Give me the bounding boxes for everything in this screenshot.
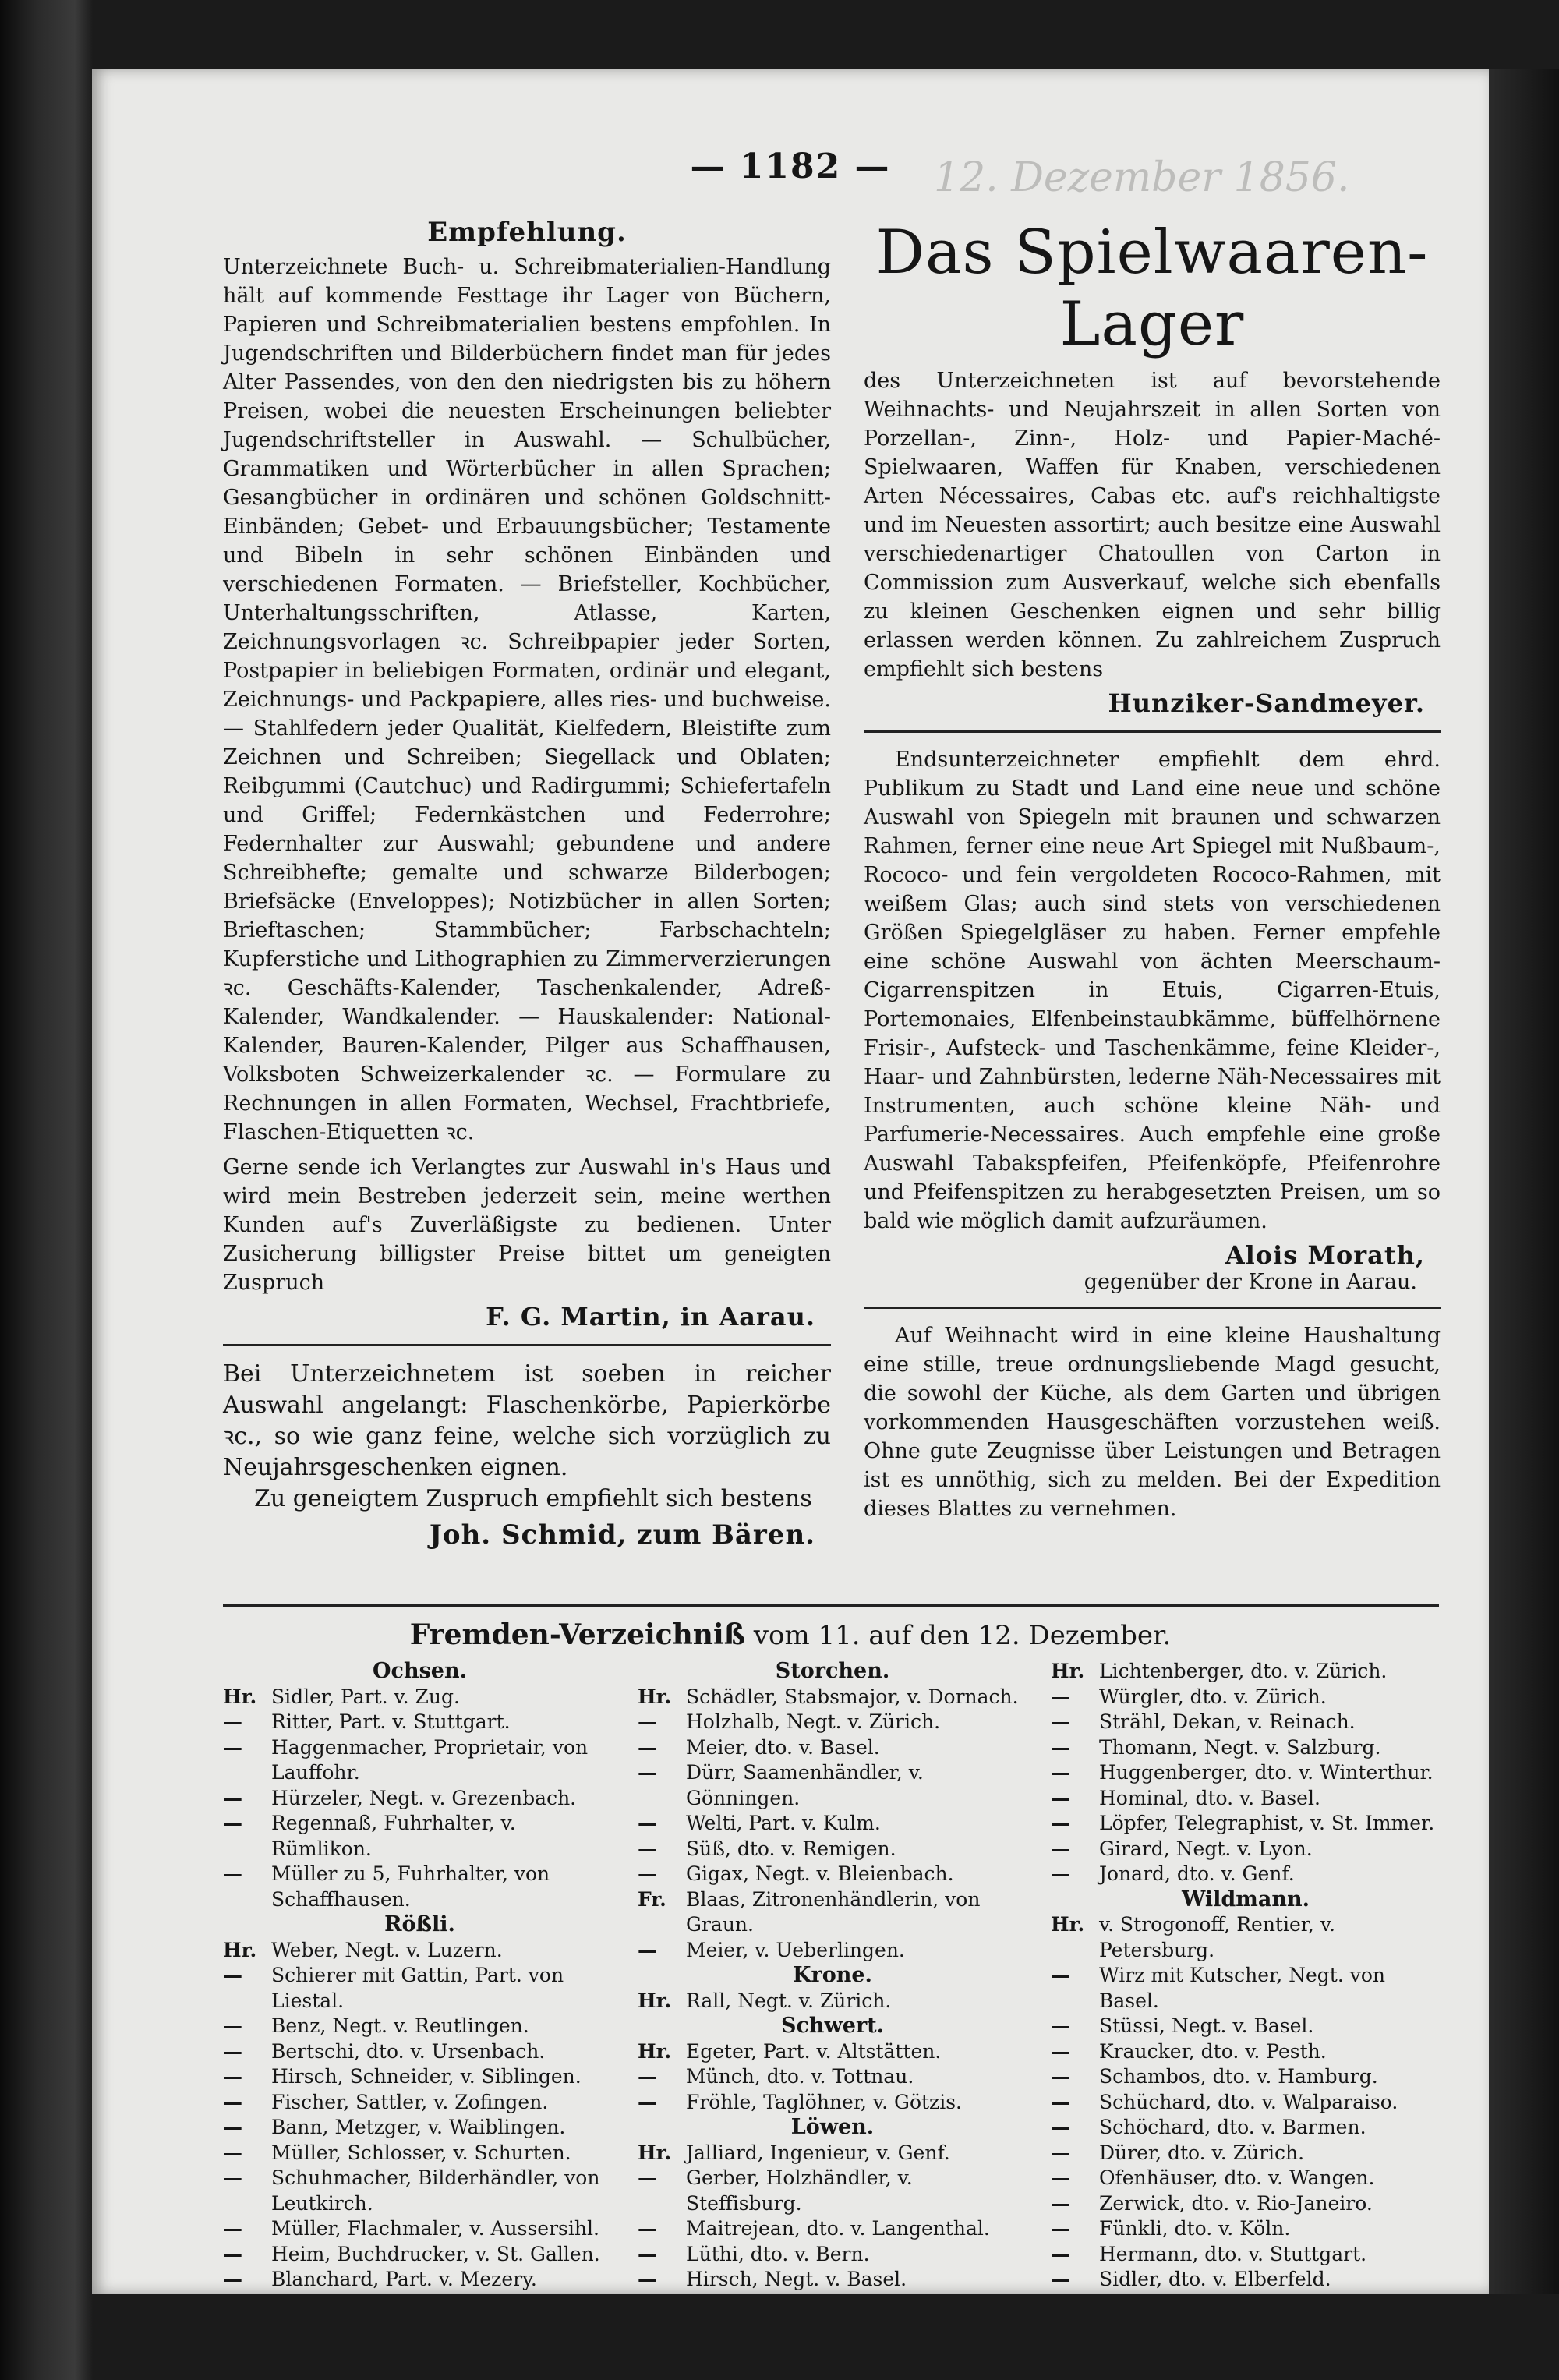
register-entry-text: Würgler, dto. v. Zürich. (1099, 1685, 1327, 1708)
register-entry (223, 1786, 617, 1812)
register-entry-prefix: Hr. (638, 1989, 672, 2012)
register-entry-prefix: — (223, 2116, 242, 2138)
register-entry-text: Jalliard, Ingenieur, v. Genf. (686, 2141, 950, 2164)
register-entry-prefix: — (638, 1710, 657, 1733)
register-entry (1051, 1963, 1441, 2014)
register-entry-prefix: Hr. (1051, 1913, 1085, 1936)
register-entry-prefix: — (1051, 2141, 1070, 2164)
register-entry-prefix: — (1051, 1837, 1070, 1860)
register-entry-prefix: — (223, 1786, 242, 1809)
ad-stationery (223, 217, 831, 1331)
ad-heading: Empfehlung. (427, 217, 627, 248)
register-entry (223, 2166, 617, 2216)
register-entry-prefix: — (223, 2242, 242, 2265)
register-entry-text: Zerwick, dto. v. Rio-Janeiro. (1099, 2191, 1373, 2215)
ad-closing: Gerne sende ich Verlangtes zur Auswahl in's Haus und wird mein Bestreben jederzeit sein, meine werthen Kunden auf's Zuverläßigste zu bedienen. Unter Zusicherung billigster Preise bittet um geneigten Zuspruch (223, 1155, 831, 1295)
register-entry-text: v. Strogonoff, Rentier, v. Petersburg. (1099, 1913, 1335, 1961)
register-entry-prefix: — (223, 1735, 242, 1759)
register-entry (1051, 2039, 1441, 2065)
register-entry (1051, 2267, 1441, 2293)
register-entry-text: Fünkli, dto. v. Köln. (1099, 2217, 1291, 2240)
register-entry-text: Hominal, dto. v. Basel. (1099, 1786, 1320, 1809)
register-title-date: vom 11. auf den 12. Dezember. (753, 1620, 1172, 1651)
register-entry (1051, 1837, 1441, 1862)
register-entry (638, 2064, 1027, 2090)
register-entry-prefix: — (638, 2090, 657, 2113)
register-inn-heading: Wildmann. (1182, 1887, 1310, 1911)
register-entry-text: Schambos, dto. v. Hamburg. (1099, 2065, 1378, 2088)
register-entry-text: Schuhmacher, Bilderhändler, von Leutkirch. (271, 2166, 600, 2215)
register-entry-text: Löpfer, Telegraphist, v. St. Immer. (1099, 1812, 1435, 1834)
register-entry (638, 1938, 1027, 1964)
page-edge-shadow (1489, 69, 1559, 2294)
register-entry-text: Meier, dto. v. Basel. (686, 1735, 880, 1759)
register-inn-heading: Krone. (793, 1963, 872, 1987)
register-entry-text: Benz, Negt. v. Reutlingen. (271, 2014, 529, 2037)
ad-mirrors (864, 745, 1441, 1294)
register-entry-prefix: — (1051, 2217, 1070, 2240)
register-entry-text: Hermann, dto. v. Stuttgart. (1099, 2242, 1367, 2265)
register-entry-prefix: — (1051, 2014, 1070, 2037)
register-entry-text: Huggenberger, dto. v. Winterthur. (1099, 1761, 1434, 1784)
register-entry-prefix: — (638, 2217, 657, 2240)
register-entry-prefix: — (223, 2268, 242, 2290)
register-entry (638, 2267, 1027, 2293)
register-entry (638, 1862, 1027, 1887)
register-entry (1051, 1862, 1441, 1887)
ad-signature-address: gegenüber der Krone in Aarau. (1084, 1270, 1417, 1294)
register-entry-prefix: — (638, 1812, 657, 1834)
register-entry (223, 1735, 617, 1786)
register-entry (1051, 1659, 1441, 1685)
divider (223, 1604, 1439, 1607)
register-entry (1051, 2064, 1441, 2090)
newspaper-page (92, 69, 1489, 2294)
register-entry-prefix: — (638, 2268, 657, 2290)
register-entry-text: Holzhalb, Negt. v. Zürich. (686, 1710, 941, 1733)
register-entry-prefix: — (1051, 2065, 1070, 2088)
register-entry-text: Stüssi, Negt. v. Basel. (1099, 2014, 1314, 2037)
register-entry (1051, 2166, 1441, 2191)
register-entry-text: Meier, v. Ueberlingen. (686, 1938, 905, 1961)
register-entry-text: Bertschi, dto. v. Ursenbach. (271, 2039, 546, 2063)
register-entry-prefix: — (638, 1735, 657, 1759)
register-entry (638, 2039, 1027, 2065)
register-entry-text: Hirsch, Negt. v. Basel. (686, 2268, 907, 2290)
divider (864, 1307, 1441, 1309)
register-entry-prefix: — (1051, 1862, 1070, 1885)
register-entry (223, 2039, 617, 2065)
register-entry (223, 2014, 617, 2039)
register-entry-text: Heim, Buchdrucker, v. St. Gallen. (271, 2242, 600, 2265)
register-entry-prefix: — (1051, 1761, 1070, 1784)
register-inn-heading: Löwen. (790, 2115, 875, 2139)
register-entry (1051, 1735, 1441, 1761)
register-entry-text: Egeter, Part. v. Altstätten. (686, 2039, 942, 2063)
register-entry-text: Schierer mit Gattin, Part. von Liestal. (271, 1964, 564, 2012)
ad-body: des Unterzeichneten ist auf bevorstehende Weihnachts- und Neujahrszeit in allen Sorten von Porzellan-, Zinn-, Holz- und Papier-Maché-Spielwaaren, Waffen für Knaben, verschiedenen Arten Nécessaires, Cabas etc. auf's reichhaltigste und im Neuesten assortirt; auch besitze eine Auswahl verschiedenartiger Chatoullen von Carton in Commission zum Ausverkauf, welche sich ebenfalls zu kleinen Geschenken eignen und sehr billig erlassen werden können. Zu zahlreichem Zuspruch empfiehlt sich bestens (864, 369, 1441, 681)
register-entry-prefix: — (638, 1862, 657, 1885)
register-entry-text: Kraucker, dto. v. Pesth. (1099, 2039, 1327, 2063)
register-entry-prefix: — (223, 1862, 242, 1885)
register-entry-prefix: — (1051, 2268, 1070, 2290)
register-entry-prefix: — (223, 2217, 242, 2240)
register-entry-prefix: — (1051, 1710, 1070, 1733)
register-entry-prefix: Hr. (223, 1938, 257, 1961)
register-entry-text: Blaas, Zitronenhändlerin, von Graun. (686, 1887, 981, 1936)
register-inn-heading: Ochsen. (373, 1659, 467, 1683)
register-entry (223, 2216, 617, 2242)
register-entry (1051, 1760, 1441, 1786)
register-entry-text: Rall, Negt. v. Zürich. (686, 1989, 892, 2012)
register-entry-text: Strähl, Dekan, v. Reinach. (1099, 1710, 1356, 1733)
register-entry-text: Dürer, dto. v. Zürich. (1099, 2141, 1305, 2164)
register-entry-prefix: — (223, 2065, 242, 2088)
register-entry-text: Fischer, Sattler, v. Zofingen. (271, 2090, 549, 2113)
register-entry-text: Süß, dto. v. Remigen. (686, 1837, 896, 1860)
register-entry-text: Welti, Part. v. Kulm. (686, 1812, 881, 1834)
register-entry-prefix: — (223, 1710, 242, 1733)
register-entry (1051, 2242, 1441, 2268)
register-entry (1051, 1685, 1441, 1710)
register-entry-prefix: — (1051, 2090, 1070, 2113)
register-entry (1051, 1786, 1441, 1812)
register-entry (223, 1963, 617, 2014)
register-entry (638, 1811, 1027, 1837)
ad-baskets (223, 1359, 831, 1551)
register-entry-prefix: — (638, 2166, 657, 2189)
register-entry-prefix: Hr. (638, 1685, 672, 1708)
left-column (223, 217, 831, 1551)
register-entry-text: Regennaß, Fuhrhalter, v. Rümlikon. (271, 1812, 516, 1860)
bleed-through-text: 12. Dezember 1856. (934, 154, 1350, 201)
register-entry-text: Blanchard, Part. v. Mezery. (271, 2268, 537, 2290)
ad-body: Unterzeichnete Buch- u. Schreibmaterialien-Handlung hält auf kommende Festtage ihr Lager von Büchern, Papieren und Schreibmaterialien bestens empfohlen. In Jugendschriften und Bilderbüchern findet man für jedes Alter Passendes, von den den niedrigsten bis zu höhern Preisen, wobei die neuesten Erscheinungen beliebter Jugendschriftsteller in Auswahl. — Schulbücher, Grammatiken und Wörterbücher in allen Sprachen; Gesangbücher in ordinären und schönen Goldschnitt-Einbänden; Gebet- und Erbauungsbücher; Testamente und Bibeln in sehr schönen Einbänden und verschiedenen Formaten. — Briefsteller, Kochbücher, Unterhaltungsschriften, Atlasse, Karten, Zeichnungsvorlagen ꝛc. Schreibpapier jeder Sorten, Postpapier in beliebigen Formaten, ordinär und elegant, Zeichnungs- und Packpapiere, alles ries- und buchweise. — Stahlfedern jeder Qualität, Kielfedern, Bleistifte zum Zeichnen und Schreiben; Siegellack und Oblaten; Reibgummi (Cautchuc) und Radirgummi; Schiefertafeln und Griffel; Federnkästchen und Federrohre; Federnhalter zur Auswahl; gebundene und andere Schreibhefte; gemalte und schwarze Bilderbogen; Briefsäcke (Enveloppes); Notizbücher in allen Sorten; Brieftaschen; Stammbücher; Farbschachteln; Kupferstiche und Lithographien zu Zimmerverzierungen ꝛc. Geschäfts-Kalender, Taschenkalender, Adreß-Kalender, Wandkalender. — Hauskalender: National-Kalender, Bauren-Kalender, Pilger aus Schaffhausen, Volksboten Schweizerkalender ꝛc. — Formulare zu Rechnungen in allen Formaten, Wechsel, Frachtbriefe, Flaschen-Etiquetten ꝛc. (223, 255, 831, 1144)
register-entry (638, 2216, 1027, 2242)
register-entry-prefix: — (223, 2014, 242, 2037)
register-entry (223, 1811, 617, 1862)
register-entry-prefix: — (1051, 2242, 1070, 2265)
register-entry-prefix: — (1051, 1685, 1070, 1708)
register-entry-text: Dürr, Saamenhändler, v. Gönningen. (686, 1761, 924, 1809)
register-entry-prefix: — (1051, 2039, 1070, 2063)
register-entry (223, 2242, 617, 2268)
register-entry (638, 1887, 1027, 1938)
register-column-2 (638, 1659, 1027, 2293)
register-entry (638, 1837, 1027, 1862)
register-entry-text: Lichtenberger, dto. v. Zürich. (1099, 1660, 1388, 1682)
register-entry (1051, 2141, 1441, 2166)
register-entry (223, 2064, 617, 2090)
register-entry-text: Bann, Metzger, v. Waiblingen. (271, 2116, 566, 2138)
register-entry-prefix: Hr. (1051, 1660, 1085, 1682)
ad-signature: Joh. Schmid, zum Bären. (429, 1519, 815, 1551)
register-entry (1051, 2090, 1441, 2116)
register-entry-prefix: — (223, 2166, 242, 2189)
register-entry (638, 1710, 1027, 1735)
divider (223, 1344, 831, 1346)
register-entry-text: Gigax, Negt. v. Bleienbach. (686, 1862, 954, 1885)
book-spine (0, 0, 94, 2380)
register-entry (1051, 2216, 1441, 2242)
register-entry-prefix: — (638, 1761, 657, 1784)
register-column-3 (1051, 1659, 1441, 2293)
register-entry-text: Sidler, Part. v. Zug. (271, 1685, 460, 1708)
register-entry-text: Sidler, dto. v. Elberfeld. (1099, 2268, 1331, 2290)
register-entry-prefix: — (638, 2242, 657, 2265)
register-entry-prefix: — (223, 2039, 242, 2063)
register-entry-prefix: — (638, 1938, 657, 1961)
register-entry-text: Fröhle, Taglöhner, v. Götzis. (686, 2090, 962, 2113)
ad-signature: Alois Morath, (1225, 1240, 1425, 1270)
register-entry (223, 2090, 617, 2116)
register-entry-text: Müller, Schlosser, v. Schurten. (271, 2141, 571, 2164)
register-entry (638, 2166, 1027, 2216)
register-title-main: Fremden-Verzeichniß (409, 1618, 745, 1651)
register-entry (638, 2090, 1027, 2116)
register-entry-text: Wirz mit Kutscher, Negt. von Basel. (1099, 1964, 1386, 2012)
register-entry (638, 2141, 1027, 2166)
register-entry-text: Ofenhäuser, dto. v. Wangen. (1099, 2166, 1375, 2189)
register-entry-prefix: — (223, 2090, 242, 2113)
register-entry (1051, 2191, 1441, 2217)
register-entry-text: Müller zu 5, Fuhrhalter, von Schaffhausen. (271, 1862, 550, 1911)
register-entry (1051, 1912, 1441, 1963)
register-entry (223, 2115, 617, 2141)
register-entry (223, 1862, 617, 1912)
register-entry (1051, 2014, 1441, 2039)
register-entry-prefix: — (1051, 1964, 1070, 1986)
register-entry-prefix: — (223, 1812, 242, 1834)
register-entry-prefix: — (1051, 1812, 1070, 1834)
register-entry-prefix: — (1051, 1786, 1070, 1809)
register-entry-text: Hirsch, Schneider, v. Siblingen. (271, 2065, 582, 2088)
page-number: — 1182 — (690, 147, 891, 186)
register-entry-text: Lüthi, dto. v. Bern. (686, 2242, 870, 2265)
register-entry (638, 1735, 1027, 1761)
divider (864, 730, 1441, 733)
ad-closing: Zu geneigtem Zuspruch empfiehlt sich bestens (254, 1485, 812, 1512)
register-entry-prefix: — (223, 2141, 242, 2164)
ad-maid (864, 1321, 1441, 1523)
register-entry-text: Hürzeler, Negt. v. Grezenbach. (271, 1786, 577, 1809)
register-entry-prefix: — (223, 1964, 242, 1986)
ad-body: Endsunterzeichneter empfiehlt dem ehrd. Publikum zu Stadt und Land eine neue und schöne Auswahl von Spiegeln mit braunen und schwarzen Rahmen, ferner eine neue Art Spiegel mit Nußbaum-, Rococo- und fein vergoldeten Rococo-Rahmen, mit weißem Glas; auch sind stets von verschiedenen Größen Spiegelgläser zu haben. Ferner empfehle eine schöne Auswahl von ächten Meerschaum-Cigarrenspitzen in Etuis, Cigarren-Etuis, Portemonaies, Elfenbeinstaubkämme, büffelhörnene Frisir-, Aufsteck- und Taschenkämme, feine Kleider-, Haar- und Zahnbürsten, lederne Näh-Necessaires mit Instrumenten, auch schöne kleine Näh- und Parfumerie-Necessaires. Auch empfehle eine große Auswahl Tabakspfeifen, Pfeifenköpfe, Pfeifenrohre und Pfeifenspitzen zu herabgesetzten Preisen, um so bald wie möglich damit aufzuräumen. (864, 748, 1441, 1233)
register-inn-heading: Storchen. (775, 1659, 890, 1683)
register-entry (638, 1989, 1027, 2014)
register-entry-prefix: — (638, 2065, 657, 2088)
register-entry-prefix: — (1051, 2191, 1070, 2215)
register-entry-prefix: Fr. (638, 1887, 666, 1911)
register-entry-text: Girard, Negt. v. Lyon. (1099, 1837, 1313, 1860)
ad-signature: Hunziker-Sandmeyer. (1108, 688, 1425, 718)
register-entry-prefix: Hr. (223, 1685, 257, 1708)
register-entry-prefix: — (1051, 1735, 1070, 1759)
register-entry (223, 2267, 617, 2293)
register-title (92, 1618, 1489, 1651)
register-entry-text: Ritter, Part. v. Stuttgart. (271, 1710, 511, 1733)
register-entry-text: Jonard, dto. v. Genf. (1099, 1862, 1295, 1885)
register-entry-text: Schüchard, dto. v. Walparaiso. (1099, 2090, 1398, 2113)
register-entry (1051, 1811, 1441, 1837)
register-entry-prefix: — (1051, 2166, 1070, 2189)
register-entry-prefix: — (1051, 2116, 1070, 2138)
register-entry-text: Schöchard, dto. v. Barmen. (1099, 2116, 1366, 2138)
ad-signature: F. G. Martin, in Aarau. (486, 1302, 815, 1331)
register-entry-text: Thomann, Negt. v. Salzburg. (1099, 1735, 1381, 1759)
register-entry-text: Münch, dto. v. Tottnau. (686, 2065, 914, 2088)
ad-toys (864, 217, 1441, 718)
ad-body: Auf Weihnacht wird in eine kleine Haushaltung eine stille, treue ordnungsliebende Magd gesucht, die sowohl der Küche, als dem Garten und übrigen vorkommenden Hausgeschäften vorzustehen weiß. Ohne gute Zeugnisse über Leistungen und Betragen ist es unnöthig, sich zu melden. Bei der Expedition dieses Blattes zu vernehmen. (864, 1324, 1441, 1521)
register-entry-text: Haggenmacher, Proprietair, von Lauffohr. (271, 1735, 589, 1784)
register-entry-text: Weber, Negt. v. Luzern. (271, 1938, 503, 1961)
register-inn-heading: Schwert. (780, 2014, 885, 2038)
register-entry (638, 2242, 1027, 2268)
register-entry (638, 1760, 1027, 1811)
ad-heading: Das Spielwaaren-Lager (875, 217, 1429, 359)
register-entry (1051, 1710, 1441, 1735)
register-inn-heading: Rößli. (384, 1912, 455, 1936)
register-entry-text: Gerber, Holzhändler, v. Steffisburg. (686, 2166, 913, 2215)
register-entry (223, 1938, 617, 1964)
register-entry-prefix: Hr. (638, 2141, 672, 2164)
register-entry (223, 2141, 617, 2166)
ad-body: Bei Unterzeichnetem ist soeben in reicher Auswahl angelangt: Flaschenkörbe, Papierkörbe ꝛc., so wie ganz feine, welche sich vorzüglich zu Neujahrsgeschenken eignen. (223, 1360, 831, 1481)
register-column-1 (223, 1659, 617, 2293)
register-entry-text: Schädler, Stabsmajor, v. Dornach. (686, 1685, 1019, 1708)
register-entry-prefix: — (638, 1837, 657, 1860)
register-entry (638, 1685, 1027, 1710)
register-entry (223, 1685, 617, 1710)
register-entry-text: Maitrejean, dto. v. Langenthal. (686, 2217, 990, 2240)
register-entry-text: Müller, Flachmaler, v. Aussersihl. (271, 2217, 599, 2240)
right-column (864, 217, 1441, 1523)
register-entry (223, 1710, 617, 1735)
register-entry-prefix: Hr. (638, 2039, 672, 2063)
register-entry (1051, 2115, 1441, 2141)
